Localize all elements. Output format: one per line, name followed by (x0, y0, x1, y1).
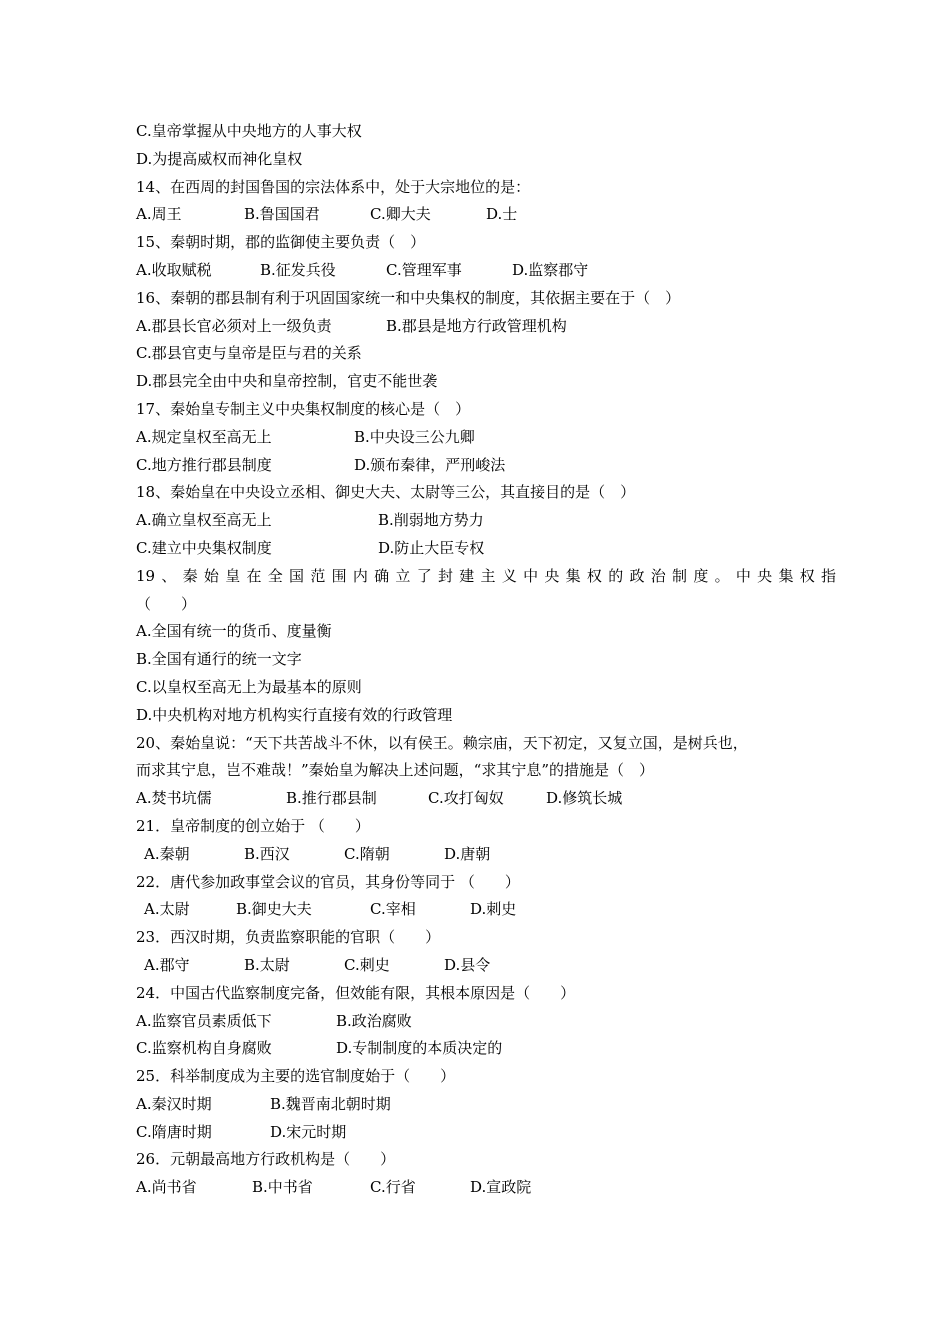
text-line: 16、秦朝的郡县制有利于巩固国家统一和中央集权的制度，其依据主要在于（ ） (136, 288, 681, 307)
option-text: A.秦朝 (144, 844, 190, 863)
text-line: 17、秦始皇专制主义中央集权制度的核心是（ ） (136, 399, 471, 418)
option-text: C.建立中央集权制度 (136, 538, 272, 557)
text-line: 20、秦始皇说：“天下共苦战斗不休，以有侯王。赖宗庙，天下初定，又复立国，是树兵也， (136, 733, 748, 752)
option-row (136, 535, 836, 563)
text-line: 14、在西周的封国鲁国的宗法体系中，处于大宗地位的是： (136, 177, 531, 196)
option-text: C.攻打匈奴 (428, 789, 504, 808)
option-text: D.专制制度的本质决定的 (336, 1039, 503, 1058)
option-text: D.防止大臣专权 (378, 538, 485, 557)
text-line: D.郡县完全由中央和皇帝控制，官吏不能世袭 (136, 372, 438, 391)
option-text: D.刺史 (470, 900, 517, 919)
option-text: B.鲁国国君 (244, 205, 320, 224)
option-row (136, 841, 836, 869)
option-text: B.中央设三公九卿 (354, 427, 475, 446)
option-text: D.唐朝 (444, 844, 491, 863)
option-text: C.隋朝 (344, 844, 390, 863)
document-page (136, 118, 836, 1202)
option-row (136, 896, 836, 924)
text-line: 23．西汉时期，负责监察职能的官职（ ） (136, 928, 441, 947)
option-text: A.周王 (136, 205, 182, 224)
option-text: C.监察机构自身腐败 (136, 1039, 272, 1058)
option-row (136, 257, 836, 285)
option-text: B.征发兵役 (260, 260, 336, 279)
option-text: C.刺史 (344, 955, 390, 974)
option-text: B.御史大夫 (236, 900, 312, 919)
option-row (136, 1174, 836, 1202)
option-text: B.推行郡县制 (286, 789, 377, 808)
option-text: B.郡县是地方行政管理机构 (386, 316, 567, 335)
option-row (136, 1008, 836, 1036)
option-row (136, 1035, 836, 1063)
text-line: C.郡县官吏与皇帝是臣与君的关系 (136, 344, 362, 363)
text-line: 18、秦始皇在中央设立丞相、御史大夫、太尉等三公，其直接目的是（ ） (136, 483, 636, 502)
option-text: A.郡县长官必须对上一级负责 (136, 316, 332, 335)
option-text: C.卿大夫 (370, 205, 431, 224)
option-text: D.颁布秦律，严刑峻法 (354, 455, 506, 474)
option-row (136, 785, 836, 813)
option-row (136, 1091, 836, 1119)
text-line: C.皇帝掌握从中央地方的人事大权 (136, 122, 362, 140)
text-line: 21．皇帝制度的创立始于 （ ） (136, 816, 370, 835)
text-line: 25．科举制度成为主要的选官制度始于（ ） (136, 1067, 456, 1086)
option-text: D.修筑长城 (546, 789, 623, 808)
text-line: 19、秦始皇在全国范围内确立了封建主义中央集权的政治制度。中央集权指 (136, 566, 836, 585)
option-text: D.县令 (444, 955, 491, 974)
option-text: C.地方推行郡县制度 (136, 455, 272, 474)
option-text: B.西汉 (244, 844, 290, 863)
option-text: A.监察官员素质低下 (136, 1011, 272, 1030)
option-row (136, 424, 836, 452)
text-line: D.中央机构对地方机构实行直接有效的行政管理 (136, 705, 453, 724)
option-text: A.焚书坑儒 (136, 789, 212, 808)
option-text: B.政治腐败 (336, 1011, 412, 1030)
option-text: B.太尉 (244, 955, 290, 974)
option-text: D.监察郡守 (512, 260, 589, 279)
option-row (136, 1119, 836, 1147)
text-line: C.以皇权至高无上为最基本的原则 (136, 677, 362, 696)
option-text: C.管理军事 (386, 260, 462, 279)
option-text: B.魏晋南北朝时期 (270, 1094, 391, 1113)
text-line: D.为提高威权而神化皇权 (136, 149, 303, 168)
option-row (136, 452, 836, 480)
option-text: A.郡守 (144, 955, 190, 974)
text-line: 15、秦朝时期，郡的监御使主要负责（ ） (136, 233, 426, 252)
option-text: A.规定皇权至高无上 (136, 427, 272, 446)
text-line: 26．元朝最高地方行政机构是（ ） (136, 1150, 396, 1169)
option-text: C.行省 (370, 1178, 416, 1197)
option-text: D.宋元时期 (270, 1122, 347, 1141)
option-text: D.士 (486, 205, 518, 224)
text-line: 而求其宁息，岂不难哉！”秦始皇为解决上述问题，“求其宁息”的措施是（ ） (136, 761, 655, 780)
option-text: A.尚书省 (136, 1178, 197, 1197)
option-text: C.宰相 (370, 900, 416, 919)
text-line: 24．中国古代监察制度完备，但效能有限，其根本原因是（ ） (136, 983, 576, 1002)
option-row (136, 201, 836, 229)
option-row (136, 952, 836, 980)
option-text: D.宣政院 (470, 1178, 532, 1197)
option-text: A.确立皇权至高无上 (136, 511, 272, 530)
text-line: 22．唐代参加政事堂会议的官员，其身份等同于 （ ） (136, 872, 520, 891)
text-line: B.全国有通行的统一文字 (136, 650, 302, 669)
option-text: B.削弱地方势力 (378, 511, 484, 530)
text-line: （ ） (136, 594, 197, 613)
option-text: C.隋唐时期 (136, 1122, 212, 1141)
option-text: B.中书省 (252, 1178, 313, 1197)
option-text: A.太尉 (144, 900, 190, 919)
option-text: A.收取赋税 (136, 260, 212, 279)
text-line: A.全国有统一的货币、度量衡 (136, 622, 332, 641)
option-row (136, 313, 836, 341)
option-row (136, 507, 836, 535)
option-text: A.秦汉时期 (136, 1094, 212, 1113)
